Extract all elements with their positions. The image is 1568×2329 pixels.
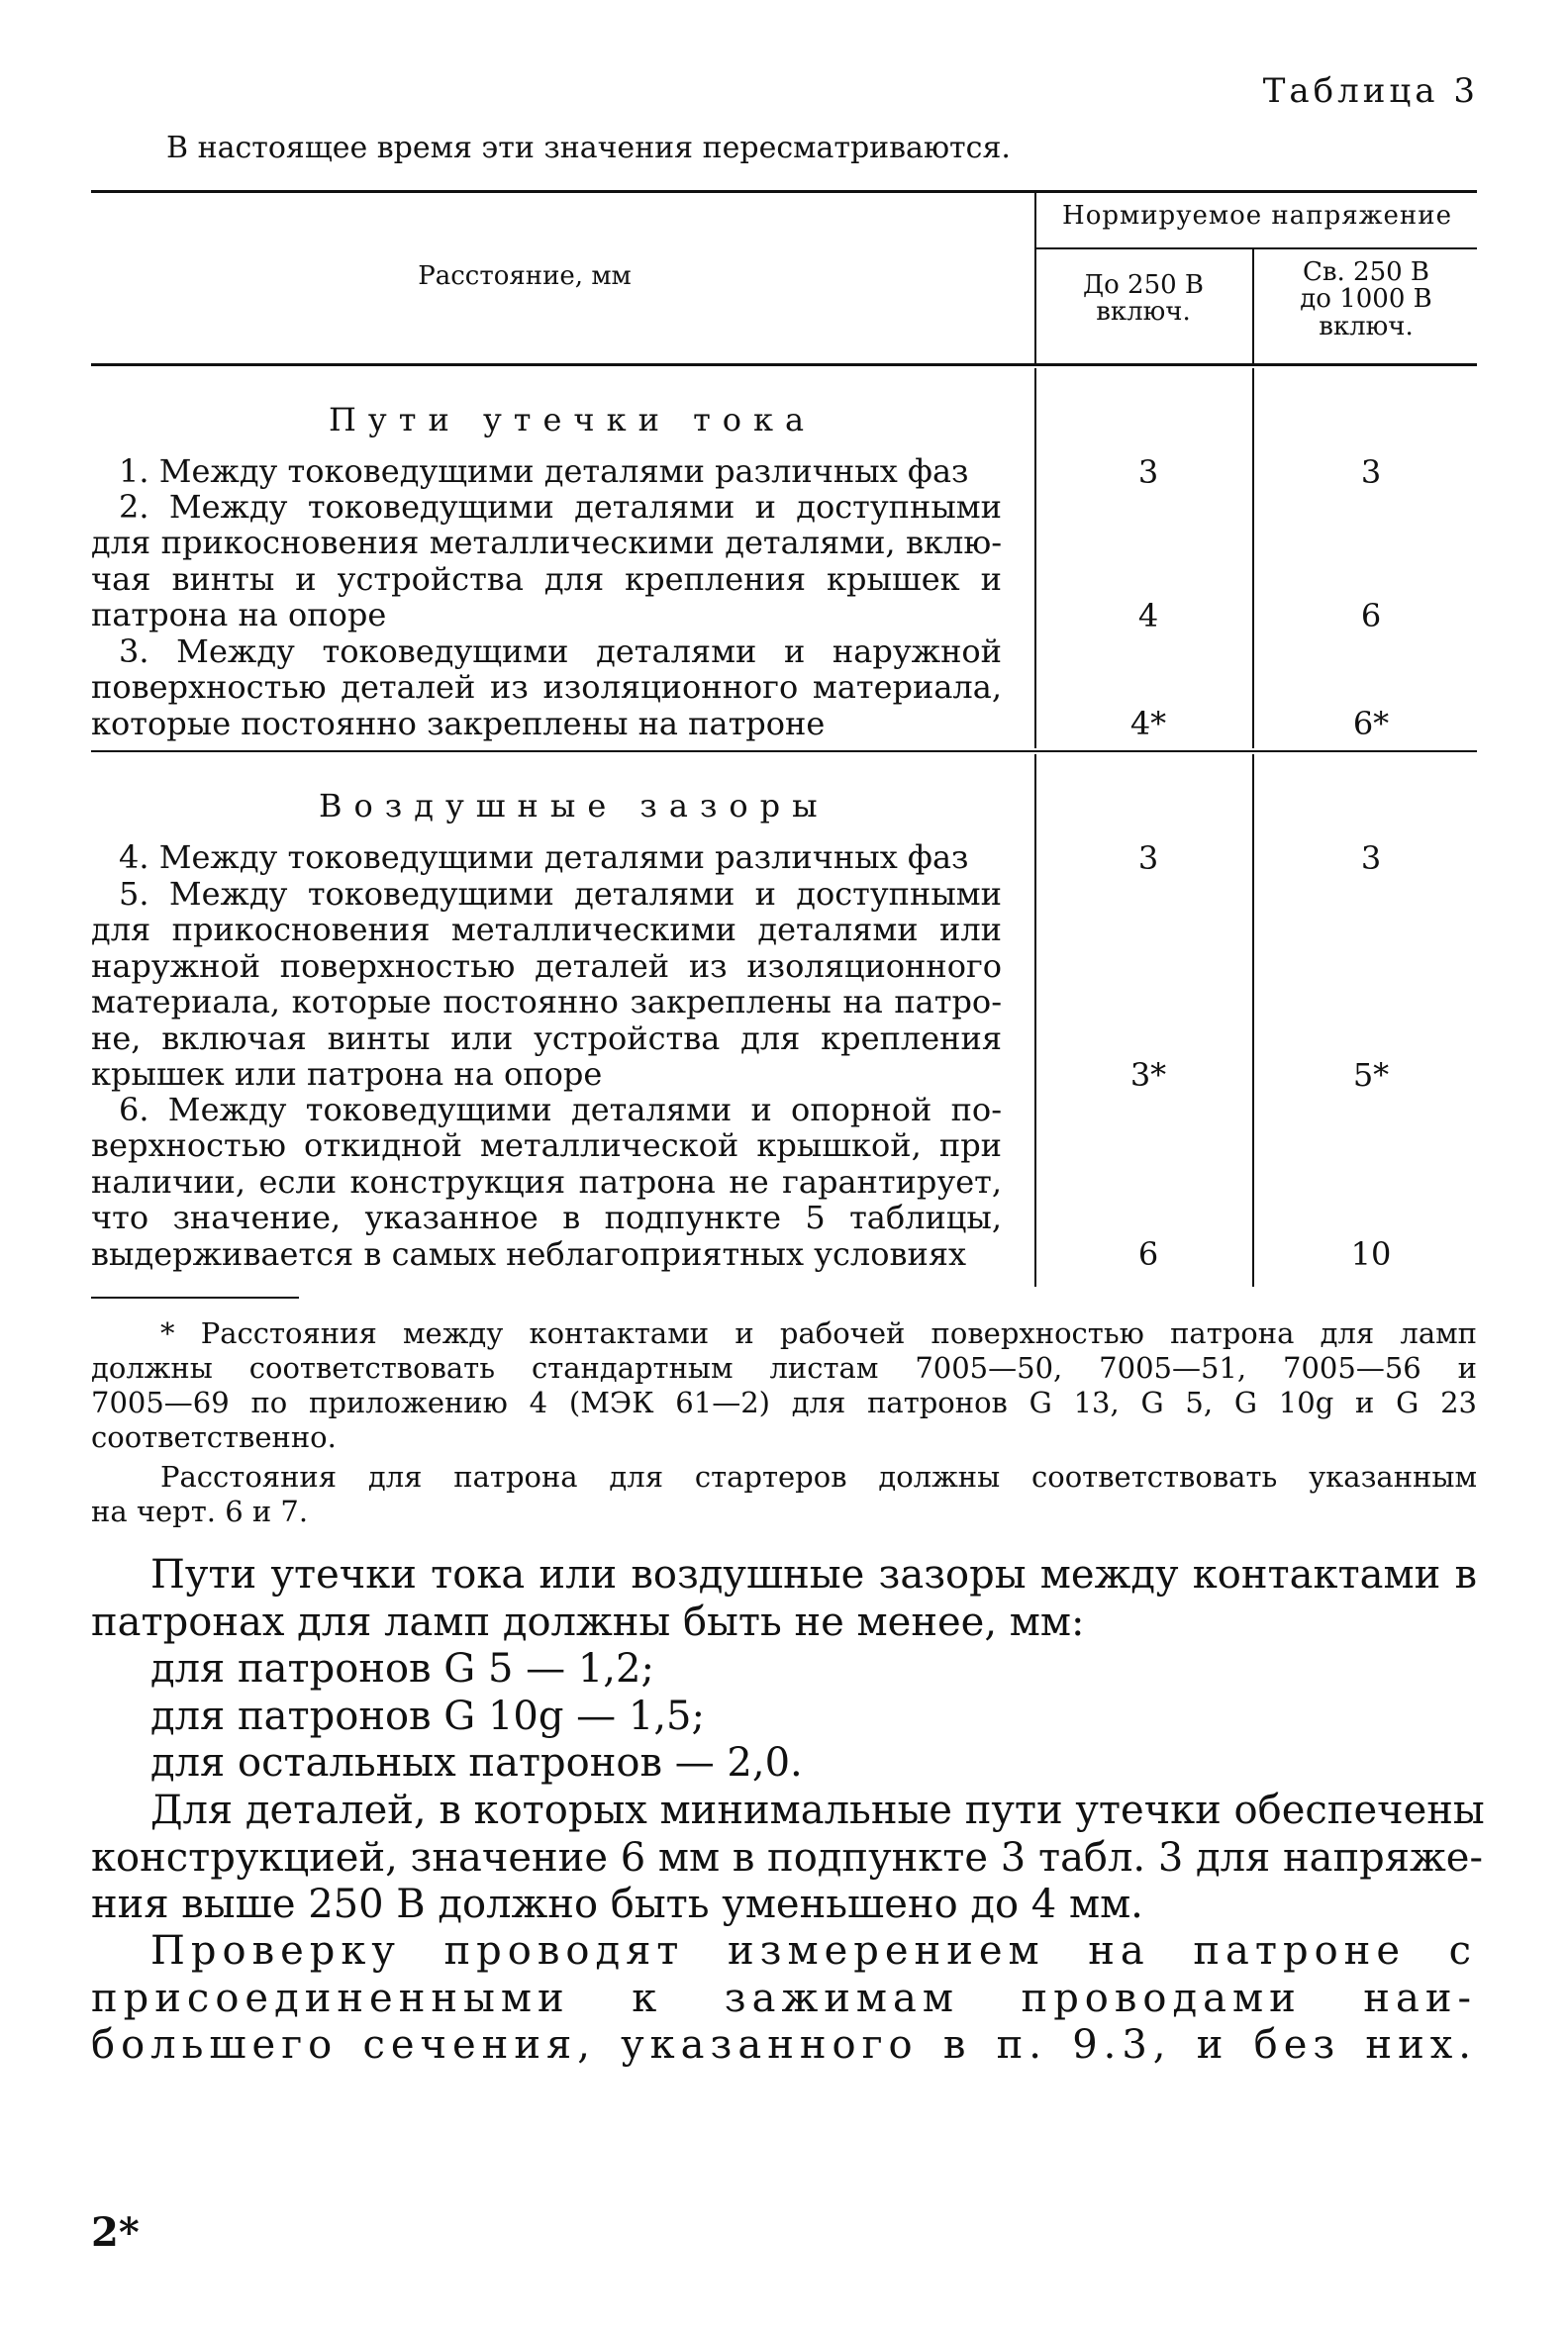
col-divider-left-header [1034,193,1036,363]
value-col2: 6* [1352,705,1390,742]
header-col2: Св. 250 В до 1000 В включ. [1300,257,1432,341]
table-row: 5. Между токоведущими деталями и доступными для прикосновения металлическими деталями или наружной поверхностью деталей из изоляционного материала, которые постоянно закреплены на патро- не, включая винты или устройства для крепления крышек или патрона на опоре [91,875,1002,1094]
value-col2: 3 [1360,839,1382,877]
page-mark: 2* [91,2209,140,2256]
table-bottom-rule [91,1297,299,1299]
header-rated-voltage: Нормируемое напряжение [1062,201,1452,231]
paragraph-verification: Проверку проводят измерением на патроне с присоединенными к зажимам проводами наи- большего сечения, указанного в п. 9.3, и без них. [91,1928,1477,2068]
value-col1: 4 [1137,597,1159,634]
col-divider-mid-header [1252,249,1254,363]
table-row: 4. Между токоведущими деталями различных фаз [119,838,969,876]
value-col1: 3 [1137,839,1159,877]
value-col1: 6 [1137,1235,1159,1273]
footnote-starters: Расстояния для патрона для стартеров должны соответствовать указанным на черт. 6 и 7. [91,1460,1477,1528]
table-row: 6. Между токоведущими деталями и опорной по- верхностью откидной металлической крышкой, при наличии, если конструкция патрона не гарантирует, что значение, указанное в подпункте 5 таблицы, выдерживается в самых неблагоприятных условиях [91,1091,1002,1273]
section-title-air-gaps: Воздушные зазоры [319,787,830,825]
list-item: для остальных патронов — 2,0. [150,1740,803,1786]
value-col1: 3* [1129,1056,1167,1094]
header-bottom-rule [91,363,1477,366]
list-item: для патронов G 10g — 1,5; [150,1693,705,1739]
table-row: 3. Между токоведущими деталями и наружной поверхностью деталей из изоляционного материала, которые постоянно закреплены на патроне [91,632,1002,742]
col-divider-mid-s2 [1252,754,1254,1287]
value-col2: 5* [1352,1056,1390,1094]
value-col2: 6 [1360,597,1382,634]
table-row: 2. Между токоведущими деталями и доступными для прикосновения металлическими деталями, вклю- чая винты и устройства для крепления крышек и патрона на опоре [91,488,1002,634]
header-distance: Расстояние, мм [418,261,632,291]
header-col1: До 250 В включ. [1082,270,1205,328]
col-divider-mid-s1 [1252,368,1254,748]
table-top-rule [91,190,1477,193]
header-group-rule [1034,247,1477,249]
footnote-contacts: * Расстояния между контактами и рабочей поверхностью патрона для ламп должны соответствовать стандартным листам 7005—50, 7005—51, 7005—56 и 7005—69 по приложению 4 (МЭК 61—2) для патронов G 13, G 5, G 10g и G 23 соответственно. [91,1316,1477,1454]
col-divider-left-s2 [1034,754,1036,1287]
table-title: Таблица 3 [1262,71,1479,111]
paragraph-parts: Для деталей, в которых минимальные пути утечки обеспечены конструкцией, значение 6 мм в подпункте 3 табл. 3 для напряже- ния выше 250 В должно быть уменьшено до 4 мм. [91,1788,1485,1927]
section-divider-rule [91,750,1477,752]
table-row: 1. Между токоведущими деталями различных фаз [119,452,969,490]
value-col2: 10 [1350,1235,1392,1273]
list-socket-values [91,1646,1477,1788]
paragraph-creepage-min: Пути утечки тока или воздушные зазоры между контактами в патронах для ламп должны быть не менее, мм: [91,1552,1477,1645]
value-col2: 3 [1360,453,1382,491]
revision-note: В настоящее время эти значения пересматриваются. [166,131,1011,165]
section-title-creepage: Пути утечки тока [329,401,817,438]
value-col1: 4* [1129,705,1167,742]
value-col1: 3 [1137,453,1159,491]
col-divider-left-s1 [1034,368,1036,748]
list-item: для патронов G 5 — 1,2; [150,1646,654,1692]
